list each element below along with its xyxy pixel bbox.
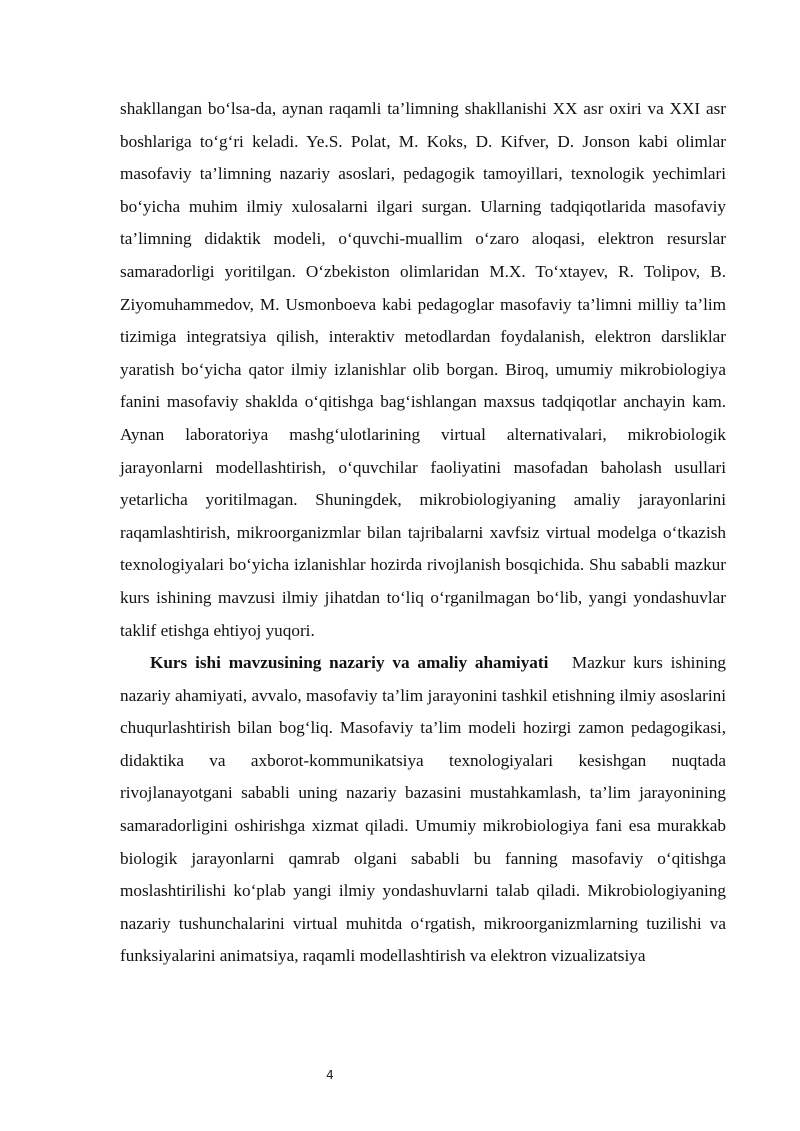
paragraph-significance-text: Mazkur kurs ishining nazariy ahamiyati, avvalo, masofaviy ta’lim jarayonini tashkil etishning ilmiy asoslarini chuqurlashtirish bilan bog‘liq. Masofaviy ta’lim modeli hozirgi zamon pedagogikasi, didaktika va axborot-kommunikatsiya texnologiyalari kesishgan nuqtada rivojlanayotgani sababli uning nazariy bazasini mustahkamlash, ta’lim jarayonining samaradorligini oshirishga xizmat qiladi. Umumiy mikrobiologiya fani esa murakkab biologik jarayonlarni qamrab olgani sababli bu fanning masofaviy o‘qitishga moslashtirilishi ko‘plab yangi ilmiy yondashuvlarni talab qiladi. Mikrobiologiyaning nazariy tushunchalarini virtual muhitda o‘rgatish, mikroorganizmlarning tuzilishi va funksiyalarini animatsiya, raqamli modellashtirish va elektron vizualizatsiya bbox=[120, 653, 727, 966]
page-number: 4 bbox=[326, 1068, 334, 1082]
paragraph-significance bbox=[120, 647, 726, 973]
body-text bbox=[120, 93, 726, 973]
paragraph-literature-review: shakllangan bo‘lsa-da, aynan raqamli ta’limning shakllanishi XX asr oxiri va XXI asr boshlariga to‘g‘ri keladi. Ye.S. Polat, M. Koks, D. Kifver, D. Jonson kabi olimlar masofaviy ta’limning nazariy asoslari, pedagogik tamoyillari, texnologik yechimlari bo‘yicha muhim ilmiy xulosalarni ilgari surgan. Ularning tadqiqotlarida masofaviy ta’limning didaktik modeli, o‘quvchi-muallim o‘zaro aloqasi, elektron resurslar samaradorligi yoritilgan. O‘zbekiston olimlaridan M.X. To‘xtayev, R. Tolipov, B. Ziyomuhammedov, M. Usmonboeva kabi pedagoglar masofaviy ta’limni milliy ta’lim tizimiga integratsiya qilish, interaktiv metodlardan foydalanish, elektron darsliklar yaratish bo‘yicha qator ilmiy izlanishlar olib borgan. Biroq, umumiy mikrobiologiya fanini masofaviy shaklda o‘qitishga bag‘ishlangan maxsus tadqiqotlar anchayin kam. Aynan laboratoriya mashg‘ulotlarining virtual alternativalari, mikrobiologik jarayonlarni modellashtirish, o‘quvchilar faoliyatini masofadan baholash usullari yetarlicha yoritilmagan. Shuningdek, mikrobiologiyaning amaliy jarayonlarini raqamlashtirish, mikroorganizmlar bilan tajribalarni xavfsiz virtual modelga o‘tkazish texnologiyalari bo‘yicha izlanishlar hozirda rivojlanish bosqichida. Shu sababli mazkur kurs ishining mavzusi ilmiy jihatdan to‘liq o‘rganilmagan bo‘lib, yangi yondashuvlar taklif etishga ehtiyoj yuqori. bbox=[120, 99, 726, 640]
section-heading: Kurs ishi mavzusining nazariy va amaliy ahamiyati bbox=[150, 653, 549, 673]
